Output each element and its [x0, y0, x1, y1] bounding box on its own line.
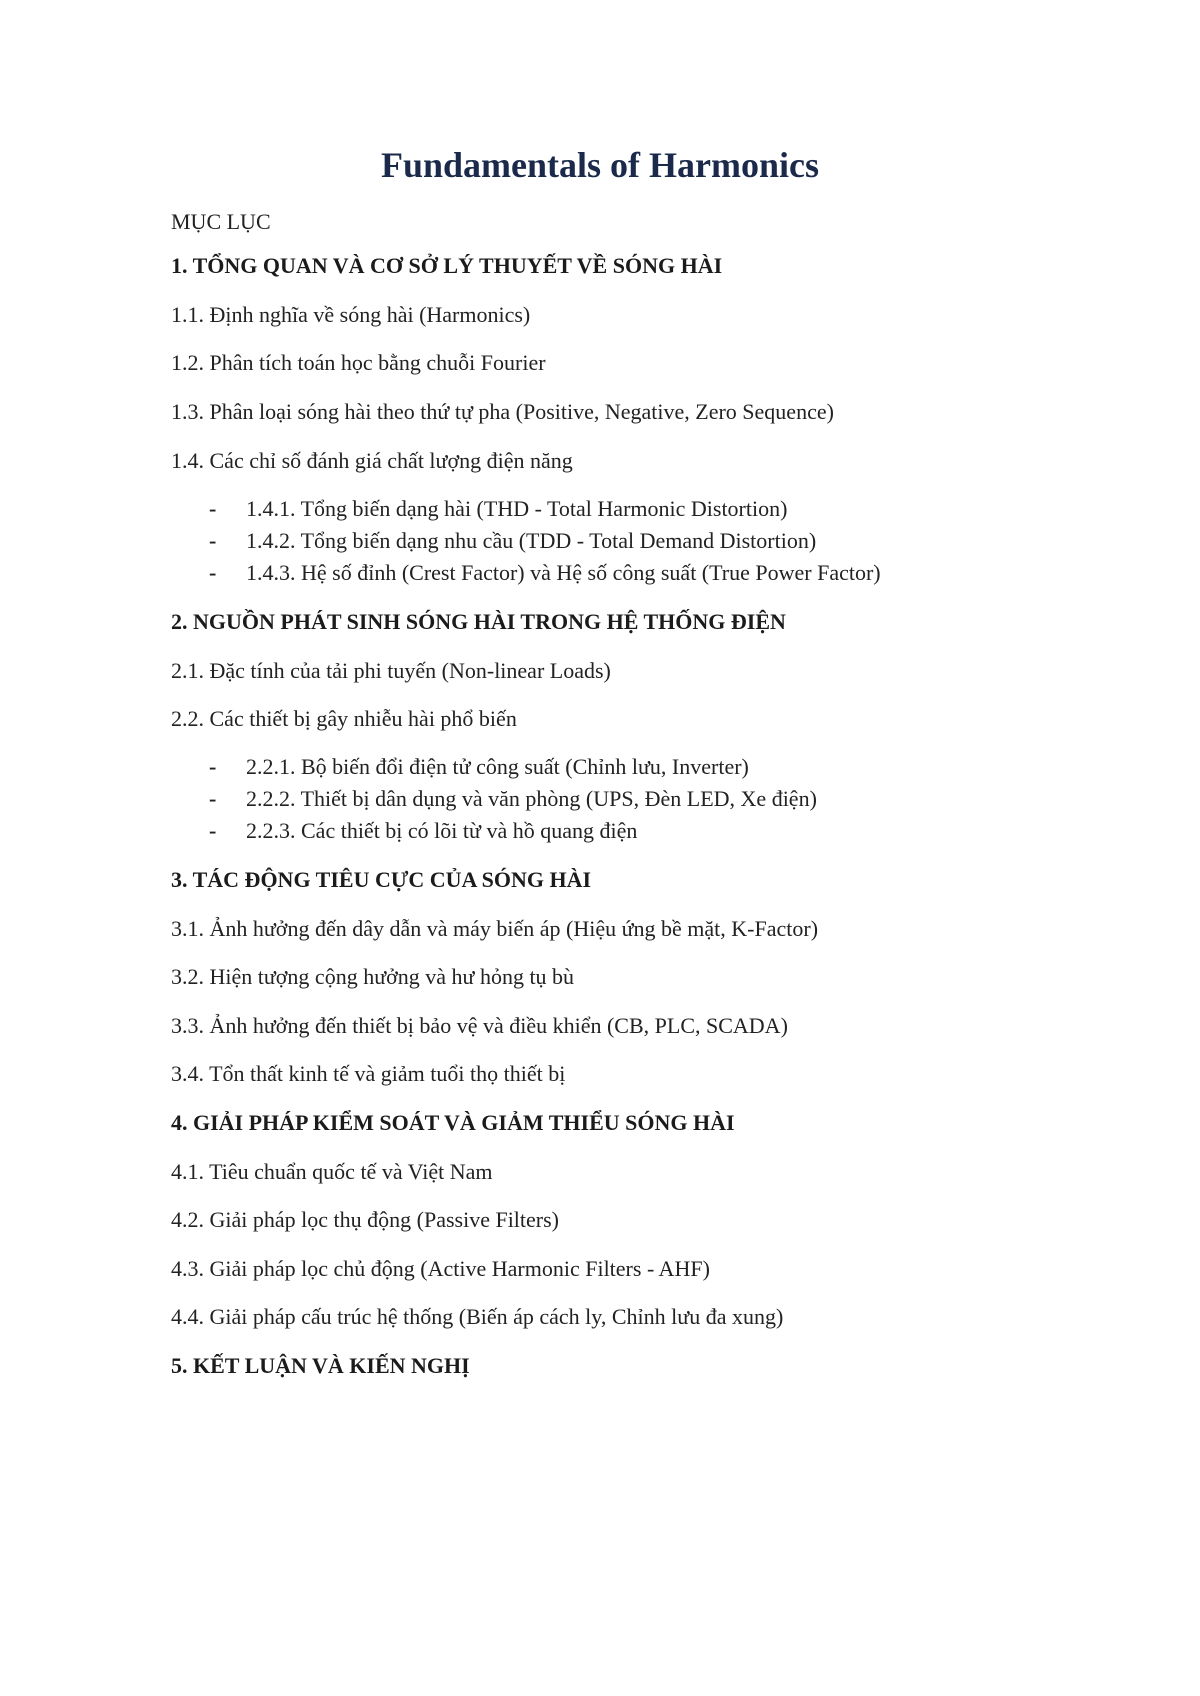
toc-item-3-4: 3.4. Tổn thất kinh tế và giảm tuổi thọ thiết bị — [171, 1061, 566, 1086]
toc-subitem-label: 2.2.2. Thiết bị dân dụng và văn phòng (UPS, Đèn LED, Xe điện) — [246, 786, 817, 811]
section-5-heading: 5. KẾT LUẬN VÀ KIẾN NGHỊ — [171, 1353, 470, 1378]
toc-subitem-2-2-2 — [209, 784, 817, 814]
toc-heading: MỤC LỤC — [171, 209, 271, 234]
toc-item-1-3: 1.3. Phân loại sóng hài theo thứ tự pha (Positive, Negative, Zero Sequence) — [171, 399, 834, 424]
toc-subitem-label: 1.4.2. Tổng biến dạng nhu cầu (TDD - Total Demand Distortion) — [246, 528, 817, 553]
toc-subitem-1-4-1 — [209, 494, 787, 524]
bullet-dash: - — [209, 818, 217, 843]
toc-item-4-1: 4.1. Tiêu chuẩn quốc tế và Việt Nam — [171, 1159, 493, 1184]
bullet-dash: - — [209, 528, 217, 553]
toc-item-1-2: 1.2. Phân tích toán học bằng chuỗi Fourier — [171, 350, 546, 375]
section-2-heading: 2. NGUỒN PHÁT SINH SÓNG HÀI TRONG HỆ THỐNG ĐIỆN — [171, 609, 786, 634]
toc-subitem-label: 1.4.1. Tổng biến dạng hài (THD - Total Harmonic Distortion) — [246, 496, 788, 521]
section-1-heading: 1. TỔNG QUAN VÀ CƠ SỞ LÝ THUYẾT VỀ SÓNG HÀI — [171, 253, 723, 278]
toc-subitem-1-4-3 — [209, 558, 881, 588]
section-3-heading: 3. TÁC ĐỘNG TIÊU CỰC CỦA SÓNG HÀI — [171, 867, 592, 892]
toc-item-3-2: 3.2. Hiện tượng cộng hưởng và hư hỏng tụ bù — [171, 964, 575, 989]
document-title: Fundamentals of Harmonics — [380, 145, 819, 185]
toc-subitem-label: 2.2.3. Các thiết bị có lõi từ và hồ quang điện — [246, 818, 638, 843]
toc-subitem-2-2-3 — [209, 816, 637, 846]
section-4-heading: 4. GIẢI PHÁP KIỂM SOÁT VÀ GIẢM THIỂU SÓNG HÀI — [171, 1110, 735, 1135]
toc-item-4-3: 4.3. Giải pháp lọc chủ động (Active Harmonic Filters - AHF) — [171, 1256, 710, 1281]
toc-subitem-2-2-1 — [209, 752, 749, 782]
bullet-dash: - — [209, 560, 217, 585]
toc-subitem-label: 2.2.1. Bộ biến đổi điện tử công suất (Chỉnh lưu, Inverter) — [246, 754, 749, 779]
toc-item-4-4: 4.4. Giải pháp cấu trúc hệ thống (Biến áp cách ly, Chỉnh lưu đa xung) — [171, 1304, 784, 1329]
toc-item-1-1: 1.1. Định nghĩa về sóng hài (Harmonics) — [171, 302, 531, 327]
bullet-dash: - — [209, 496, 217, 521]
bullet-dash: - — [209, 754, 217, 779]
toc-subitem-1-4-2 — [209, 526, 816, 556]
toc-item-1-4: 1.4. Các chỉ số đánh giá chất lượng điện năng — [171, 448, 573, 473]
bullet-dash: - — [209, 786, 217, 811]
toc-item-3-3: 3.3. Ảnh hưởng đến thiết bị bảo vệ và điều khiển (CB, PLC, SCADA) — [171, 1013, 788, 1038]
toc-item-2-2: 2.2. Các thiết bị gây nhiễu hài phổ biến — [171, 706, 517, 731]
toc-item-4-2: 4.2. Giải pháp lọc thụ động (Passive Filters) — [171, 1207, 560, 1232]
toc-item-3-1: 3.1. Ảnh hưởng đến dây dẫn và máy biến áp (Hiệu ứng bề mặt, K-Factor) — [171, 916, 819, 941]
toc-subitem-label: 1.4.3. Hệ số đỉnh (Crest Factor) và Hệ số công suất (True Power Factor) — [246, 560, 881, 585]
toc-item-2-1: 2.1. Đặc tính của tải phi tuyến (Non-linear Loads) — [171, 658, 611, 683]
